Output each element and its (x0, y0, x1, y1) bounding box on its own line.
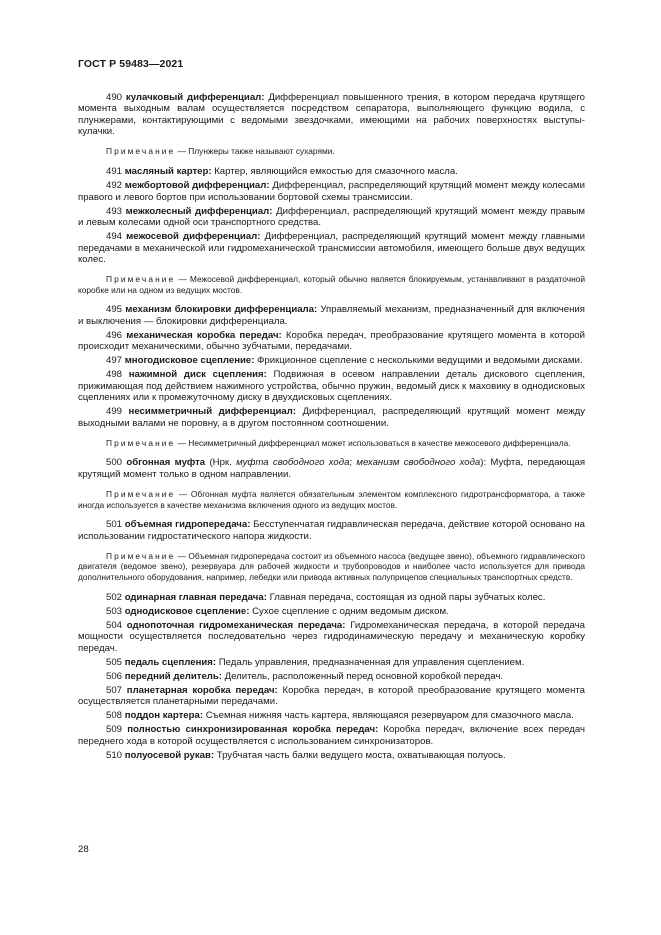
term: однопоточная гидромеханическая передача: (126, 619, 346, 631)
definition: Гидромеханическая передача, в которой передача мощности осуществляется последовательно через гидродинамическую передачу и механическую коробку передач. (78, 619, 585, 654)
note-494 (78, 274, 585, 295)
definition: Съемная нижняя часть картера, являющаяся резервуаром для смазочного масла. (205, 710, 574, 722)
note-label: Примечание (106, 146, 176, 157)
note-text: — Несимметричный дифференциал может использоваться в качестве межосевого дифференциала. (177, 437, 571, 448)
term-entry-509 (78, 724, 585, 747)
term-entry-503 (78, 606, 585, 617)
entry-number: 494 (106, 231, 123, 243)
note-label: Примечание (106, 550, 176, 561)
term-entry-506 (78, 671, 585, 682)
entry-number: 499 (106, 406, 123, 418)
term-entry-494 (78, 231, 585, 265)
term: полуосевой рукав: (124, 749, 215, 761)
entry-number: 505 (106, 656, 123, 668)
definition-prefix: (Нрк. (209, 457, 232, 469)
term-entry-510 (78, 750, 585, 761)
entry-number: 491 (106, 166, 123, 178)
term: объемная гидропередача: (124, 519, 251, 531)
definition: Подвижная в осевом направлении деталь дискового сцепления, прижимающая под действием нажимного устройства, обычно пружин, ведомый диск к маховику в однодисковых сцеплениях или к промежуточному диску в двухдисковых сцеплениях. (78, 369, 586, 404)
definition: Дифференциал, распределяющий крутящий момент между главными передачами в механической или гидромеханической трансмиссии автомобиля, имеющего больше двух ведущих колес. (78, 231, 585, 265)
definition: Картер, являющийся емкостью для смазочного масла. (214, 166, 458, 178)
entry-number: 507 (106, 684, 123, 696)
definition: Коробка передач, в которой преобразование крутящего момента осуществляется планетарными передачами. (78, 684, 585, 708)
entry-number: 497 (106, 355, 123, 367)
term: межосевой дифференциал: (126, 231, 261, 243)
term: межколесный дифференциал: (125, 205, 273, 217)
definition: Дифференциал, распределяющий крутящий момент между колесами правого и левого бортов при использовании бортовой схемы трансмиссии. (78, 180, 585, 203)
note-text: — Обгонная муфта является обязательным элементом комплексного гидротрансформатора, а также иногда используется в качестве механизма включения одного из ведущих мостов. (78, 488, 585, 510)
entry-number: 508 (106, 710, 123, 722)
page-number: 28 (78, 844, 89, 855)
definition: Бесступенчатая гидравлическая передача, действие которой основано на использовании гидростатического напора жидкости. (78, 519, 586, 542)
term-entry-491 (78, 166, 585, 177)
note-text: — Межосевой дифференциал, который обычно является блокируемым, устанавливают в раздаточной коробке или на одном из ведущих мостов. (78, 273, 585, 295)
term: полностью синхронизированная коробка передач: (127, 724, 379, 736)
entry-number: 496 (106, 329, 123, 341)
note-label: Примечание (106, 488, 176, 499)
term-entry-497 (78, 355, 585, 366)
term-entry-492 (78, 180, 585, 203)
term-entry-498 (78, 369, 585, 403)
note-label: Примечание (106, 437, 176, 448)
entry-number: 500 (106, 457, 123, 469)
note-text: — Плунжеры также называют сухарями. (177, 146, 335, 157)
term: масляный картер: (124, 166, 212, 178)
term-entry-500 (78, 457, 585, 480)
term: однодисковое сцепление: (124, 605, 250, 617)
term: механическая коробка передач: (126, 329, 282, 341)
alternative-term: муфта свободного хода (236, 457, 350, 469)
entry-number: 498 (106, 369, 123, 381)
separator: ; (349, 457, 353, 469)
term-entry-507 (78, 685, 585, 708)
entry-number: 504 (106, 619, 123, 631)
term-entry-496 (78, 330, 585, 353)
term-entry-508 (78, 710, 585, 721)
term: механизм блокировки дифференциала: (125, 304, 318, 316)
note-label: Примечание (106, 273, 176, 284)
entry-number: 503 (106, 605, 123, 617)
entry-number: 506 (106, 670, 123, 682)
definition: Педаль управления, предназначенная для управления сцеплением. (218, 656, 525, 668)
alternative-term: механизм свободного хода (356, 457, 481, 469)
entry-number: 501 (106, 519, 123, 531)
definition: Управляемый механизм, предназначенный для включения и выключения — блокировки дифференциала. (78, 304, 585, 327)
note-499 (78, 438, 585, 449)
definition: Дифференциал, распределяющий крутящий момент между выходными валами не поровну, а в другом постоянном соотношении. (78, 406, 586, 429)
term-entry-490 (78, 92, 585, 138)
document-header: ГОСТ Р 59483—2021 (78, 58, 184, 70)
entry-number: 490 (106, 92, 123, 103)
definition: Главная передача, состоящая из одной пары зубчатых колес. (269, 591, 546, 603)
term-entry-504 (78, 620, 585, 654)
entry-number: 509 (106, 724, 123, 736)
document-body (78, 92, 585, 761)
term: кулачковый дифференциал: (125, 92, 265, 103)
note-500 (78, 489, 585, 510)
entry-number: 492 (106, 180, 123, 192)
definition: Коробка передач, преобразование крутящего момента в которой происходит механическими, обычно зубчатыми, передачами. (78, 329, 585, 353)
term-entry-501 (78, 519, 585, 542)
definition: Коробка передач, включение всех передач переднего хода в которой осуществляется с использованием синхронизаторов. (78, 724, 585, 747)
note-490 (78, 146, 585, 157)
definition: ): Муфта, передающая крутящий момент только в одном направлении. (78, 457, 586, 480)
term-entry-493 (78, 206, 585, 229)
term: планетарная коробка передач: (126, 684, 278, 696)
term: поддон картера: (124, 710, 204, 722)
note-text: — Объемная гидропередача состоит из объемного насоса (ведущее звено), объемного гидравлического двигателя (ведомое звено), резервуара для рабочей жидкости и трубопроводов и наиболее часто используется для привода дополнительного оборудования, например, лебедки или привода активных полуприцепов специальных транспортных средств. (78, 550, 585, 583)
definition: Трубчатая часть балки ведущего моста, охватывающая полуось. (216, 749, 506, 761)
definition: Сухое сцепление с одним ведомым диском. (252, 605, 449, 617)
term: многодисковое сцепление: (124, 355, 255, 367)
term: нажимной диск сцепления: (128, 369, 267, 381)
term-entry-499 (78, 406, 585, 429)
note-501 (78, 551, 585, 583)
entry-number: 510 (106, 749, 123, 761)
term-entry-505 (78, 657, 585, 668)
entry-number: 493 (106, 205, 123, 217)
term: передний делитель: (124, 670, 222, 682)
entry-number: 502 (106, 591, 123, 603)
entry-number: 495 (106, 304, 123, 316)
term: педаль сцепления: (124, 656, 217, 668)
definition: Фрикционное сцепление с несколькими ведущими и ведомыми дисками. (257, 355, 583, 367)
term-entry-495 (78, 304, 585, 327)
term-entry-502 (78, 592, 585, 603)
term: межбортовой дифференциал: (124, 180, 270, 192)
term: одинарная главная передача: (124, 591, 267, 603)
definition: Делитель, расположенный перед основной коробкой передач. (224, 670, 503, 682)
definition: Дифференциал, распределяющий крутящий момент между правым и левым колесами одной оси транспортного средства. (78, 205, 585, 229)
definition: Дифференциал повышенного трения, в котором передача крутящего момента выходным валам осуществляется посредством сепаратора, выполняющего функцию водила, с плунжерами, контактирующими с ведомыми звездочками, имеющими на рабочих поверхностях выступы-кулачки. (78, 92, 585, 138)
term: несимметричный дифференциал: (128, 406, 297, 418)
term: обгонная муфта (126, 457, 206, 469)
